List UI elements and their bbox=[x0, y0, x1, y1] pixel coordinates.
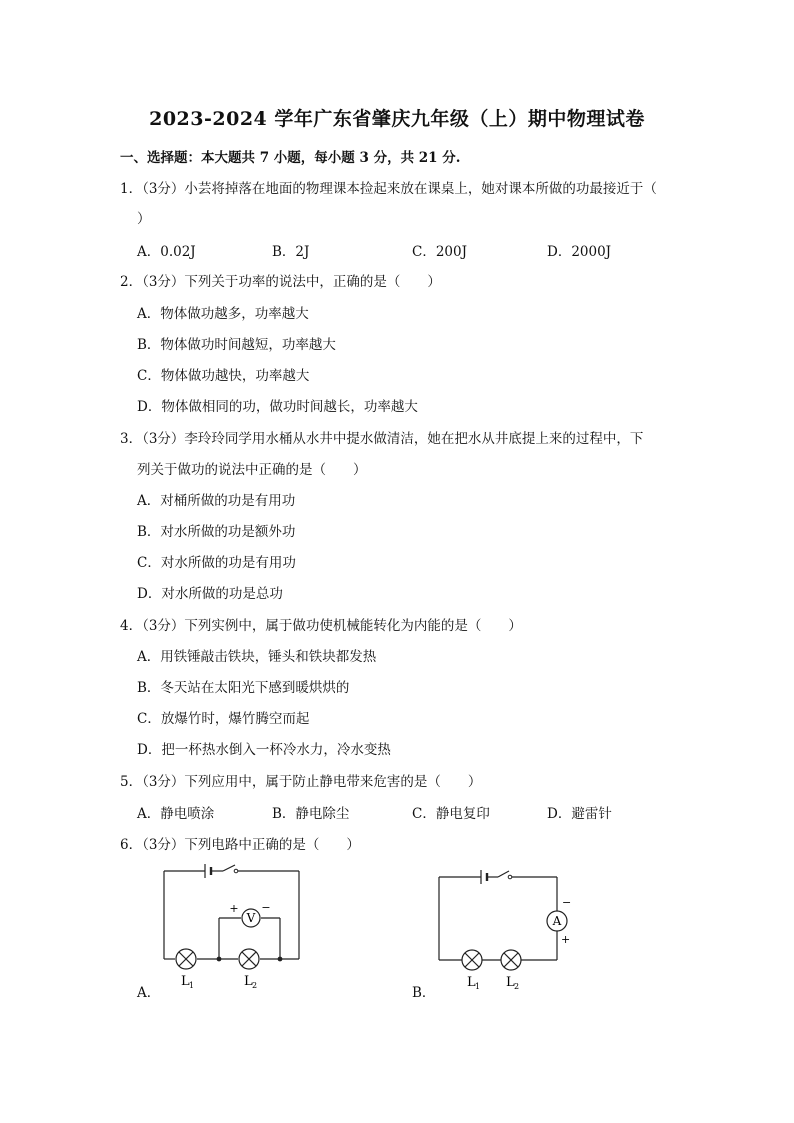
q3-option-d: D．对水所做的功是总功 bbox=[137, 586, 283, 602]
q2-option-b: B．物体做功时间越短，功率越大 bbox=[137, 337, 336, 353]
circuit-diagram-a bbox=[155, 860, 315, 995]
junction-dot-left bbox=[217, 957, 222, 962]
ammeter-minus: − bbox=[562, 896, 572, 909]
lamp-l2-subscript: 2 bbox=[514, 982, 520, 991]
voltmeter-label: V bbox=[246, 911, 256, 925]
q5-stem: 5．（3分）下列应用中，属于防止静电带来危害的是（ ） bbox=[120, 774, 482, 790]
lamp-l1-label: L bbox=[181, 974, 190, 989]
q5-option-a: A．静电喷涂 bbox=[137, 806, 215, 822]
q5-option-b: B．静电除尘 bbox=[272, 806, 350, 822]
q1-option-b: B．2J bbox=[272, 244, 310, 260]
q2-stem: 2．（3分）下列关于功率的说法中，正确的是（ ） bbox=[120, 274, 441, 290]
q3-option-a: A．对桶所做的功是有用功 bbox=[137, 493, 296, 509]
lamp-l2-subscript: 2 bbox=[252, 981, 258, 990]
q2-option-a: A．物体做功越多，功率越大 bbox=[137, 306, 309, 322]
q1-stem-line1: 1．（3分）小芸将掉落在地面的物理课本捡起来放在课桌上，她对课本所做的功最接近于（ bbox=[120, 181, 657, 197]
q6-stem: 6．（3分）下列电路中正确的是（ ） bbox=[120, 837, 360, 853]
circuit-diagram-b bbox=[430, 865, 580, 995]
q6-option-a: A． bbox=[137, 985, 161, 1001]
q2-option-d: D．物体做相同的功，做功时间越长，功率越大 bbox=[137, 399, 418, 415]
lamp-l2-label: L bbox=[244, 974, 253, 989]
q4-option-c: C．放爆竹时，爆竹腾空而起 bbox=[137, 711, 310, 727]
lamp-l1-subscript: 1 bbox=[475, 982, 481, 991]
q1-option-d: D．2000J bbox=[547, 244, 612, 260]
q4-option-a: A．用铁锤敲击铁块，锤头和铁块都发热 bbox=[137, 649, 377, 665]
lamp-l1-subscript: 1 bbox=[189, 981, 195, 990]
switch-blade bbox=[498, 871, 509, 877]
q5-option-d: D．避雷针 bbox=[547, 806, 612, 822]
q4-stem: 4．（3分）下列实例中，属于做功使机械能转化为内能的是（ ） bbox=[120, 618, 522, 634]
ammeter-label: A bbox=[552, 914, 562, 928]
q3-stem-line1: 3．（3分）李玲玲同学用水桶从水井中提水做清洁，她在把水从井底提上来的过程中，下 bbox=[120, 431, 644, 447]
q2-option-c: C．物体做功越快，功率越大 bbox=[137, 368, 310, 384]
lamp-l2-label: L bbox=[506, 975, 515, 990]
q6-option-b: B． bbox=[412, 985, 436, 1001]
page-title: 2023-2024 学年广东省肇庆九年级（上）期中物理试卷 bbox=[149, 108, 645, 130]
lamp-l1-label: L bbox=[467, 975, 476, 990]
q4-option-b: B．冬天站在太阳光下感到暖烘烘的 bbox=[137, 680, 350, 696]
q1-option-a: A．0.02J bbox=[137, 244, 196, 260]
q3-option-c: C．对水所做的功是有用功 bbox=[137, 555, 296, 571]
switch-blade bbox=[223, 865, 235, 871]
voltmeter-minus: − bbox=[261, 901, 271, 914]
section-heading: 一、选择题：本大题共 7 小题，每小题 3 分，共 21 分. bbox=[120, 150, 461, 166]
junction-dot-right bbox=[278, 957, 283, 962]
ammeter-plus: + bbox=[561, 933, 571, 946]
voltmeter-plus: + bbox=[229, 902, 239, 915]
q4-option-d: D．把一杯热水倒入一杯冷水力，冷水变热 bbox=[137, 742, 391, 758]
q1-stem-line2: ） bbox=[137, 211, 151, 227]
q3-stem-line2: 列关于做功的说法中正确的是（ ） bbox=[137, 462, 367, 478]
q3-option-b: B．对水所做的功是额外功 bbox=[137, 524, 296, 540]
q1-option-c: C．200J bbox=[412, 244, 468, 260]
q5-option-c: C．静电复印 bbox=[412, 806, 490, 822]
